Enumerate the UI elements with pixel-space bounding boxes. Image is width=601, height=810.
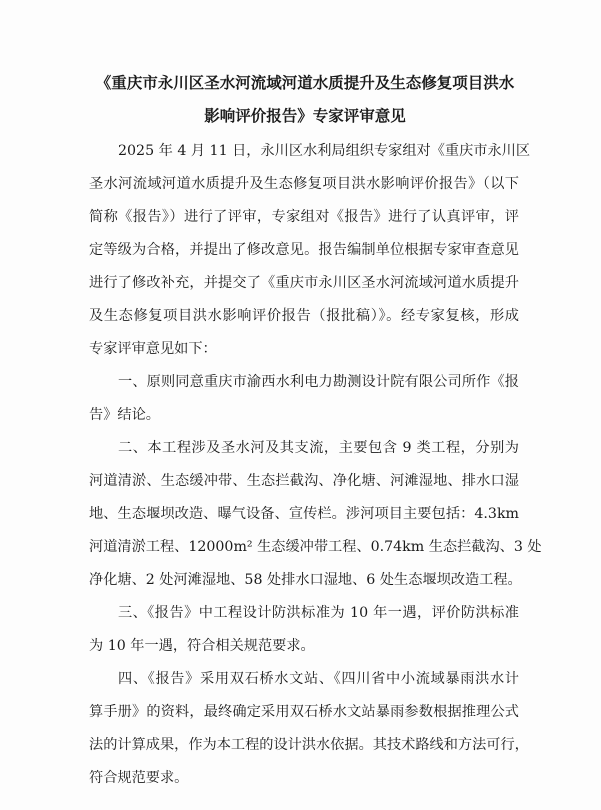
paragraph-line: 三、《报告》中工程设计防洪标准为 10 年一遇，评价防洪标准: [118, 605, 519, 621]
paragraph-line: 简称《报告》）进行了评审，专家组对《报告》进行了认真评审，评: [89, 209, 519, 225]
document-title-line-1: 《重庆市永川区圣水河流域河道水质提升及生态修复项目洪水: [95, 74, 515, 92]
paragraph-line: 河道清淤、生态缓冲带、生态拦截沟、净化塘、河滩湿地、排水口湿: [89, 473, 519, 489]
paragraph-line: 专家评审意见如下：: [89, 341, 217, 357]
paragraph-line: 地、生态堰坝改造、曝气设备、宣传栏。涉河项目主要包括：4.3km: [89, 506, 519, 522]
paragraph-line: 定等级为合格，并提出了修改意见。报告编制单位根据专家审查意见: [89, 242, 519, 258]
paragraph-line: 一、原则同意重庆市渝西水利电力勘测设计院有限公司所作《报: [118, 374, 519, 390]
paragraph-line: 符合规范要求。: [89, 770, 189, 786]
paragraph-line: 算手册》的资料，最终确定采用双石桥水文站暴雨参数根据推理公式: [89, 704, 519, 720]
paragraph-line: 及生态修复项目洪水影响评价报告（报批稿）》。经专家复核，形成: [89, 308, 519, 324]
paragraph-line: 二、本工程涉及圣水河及其支流，主要包含 9 类工程，分别为: [118, 440, 519, 456]
document-title-line-2: 影响评价报告》专家评审意见: [204, 107, 406, 125]
paragraph-line: 为 10 年一遇，符合相关规范要求。: [89, 638, 315, 654]
paragraph-line: 进行了修改补充，并提交了《重庆市永川区圣水河流域河道水质提升: [89, 275, 519, 291]
paragraph-line: 告》结论。: [89, 407, 160, 423]
paragraph-line: 圣水河流域河道水质提升及生态修复项目洪水影响评价报告》（以下: [89, 176, 519, 192]
paragraph-line: 四、《报告》采用双石桥水文站、《四川省中小流域暴雨洪水计: [118, 671, 519, 687]
paragraph-line: 河道清淤工程、12000m² 生态缓冲带工程、0.74km 生态拦截沟、3 处: [89, 539, 542, 555]
paragraph-line: 2025 年 4 月 11 日，永川区水利局组织专家组对《重庆市永川区: [118, 143, 531, 159]
paragraph-line: 法的计算成果，作为本工程的设计洪水依据。其技术路线和方法可行，: [89, 737, 529, 753]
paragraph-line: 净化塘、2 处河滩湿地、58 处排水口湿地、6 处生态堰坝改造工程。: [89, 572, 522, 588]
